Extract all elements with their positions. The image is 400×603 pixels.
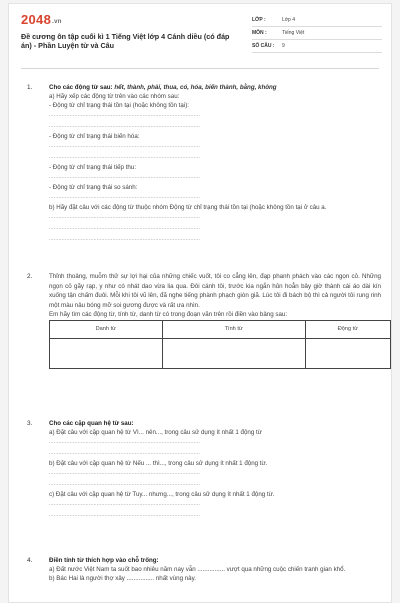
meta-label: LỚP :: [252, 17, 266, 23]
question-number: 4.: [27, 557, 33, 564]
table-cell[interactable]: [50, 339, 163, 369]
answer-line[interactable]: ...............................................................................................: [49, 214, 200, 220]
question-instruction: Em hãy tìm các động từ, tính từ, danh từ có trong đoạn văn trên rồi điền vào bảng sau:: [49, 311, 288, 318]
question-body: [49, 272, 381, 369]
question-body: [49, 556, 381, 583]
meta-label: SỐ CÂU :: [252, 43, 275, 49]
table-header-verb: Động từ: [305, 321, 390, 339]
question-part-c: c) Đặt câu với cặp quan hệ từ Tuy... nhưng..., trong câu sử dụng ít nhất 1 động từ.: [49, 491, 275, 498]
meta-table: [252, 14, 382, 53]
question-word-list: hết, thành, phải, thua, có, hóa, biến thành, bằng, không: [114, 84, 277, 91]
answer-line[interactable]: ...............................................................................................: [49, 194, 200, 200]
meta-row-class: [252, 14, 382, 27]
question-body: [49, 83, 381, 245]
answer-line[interactable]: ...............................................................................................: [49, 174, 200, 180]
group-label: - Động từ chỉ trạng thái tiếp thu:: [49, 164, 137, 171]
meta-label: MÔN :: [252, 30, 267, 36]
question-part-a: a) Đất nước Việt Nam ta suốt bao nhiêu năm nay vẫn ................ vượt qua những cuộc chiến tranh gian khổ.: [49, 566, 346, 573]
question-part-b: b) Bác Hai là người thợ xây ................ nhất vùng này.: [49, 575, 196, 582]
answer-line[interactable]: ...............................................................................................: [49, 439, 200, 445]
table-header-adjective: Tính từ: [162, 321, 305, 339]
answer-line[interactable]: ...............................................................................................: [49, 154, 200, 160]
question-title-lead: Cho các động từ sau:: [49, 84, 115, 91]
question-number: 3.: [27, 420, 33, 427]
table-header-noun: Danh từ: [50, 321, 163, 339]
question-body: [49, 419, 381, 521]
question-title: Điền tính từ thích hợp vào chỗ trống:: [49, 557, 159, 564]
meta-row-subject: [252, 27, 382, 40]
logo-suffix: .vn: [52, 19, 62, 25]
group-label: - Động từ chỉ trạng thái so sánh:: [49, 184, 138, 191]
question-2: [21, 272, 381, 369]
answer-line[interactable]: ...............................................................................................: [49, 225, 200, 231]
answer-line[interactable]: ...............................................................................................: [49, 481, 200, 487]
answer-line[interactable]: ...............................................................................................: [49, 112, 200, 118]
document-title: Đề cương ôn tập cuối kì 1 Tiếng Việt lớp 4 Cánh diều (có đáp án) - Phần Luyện từ và Câu: [21, 32, 230, 50]
table-cell[interactable]: [305, 339, 390, 369]
question-4: [21, 556, 381, 583]
answer-line[interactable]: ...............................................................................................: [49, 501, 200, 507]
document-page: [8, 3, 392, 603]
answer-line[interactable]: ...............................................................................................: [49, 143, 200, 149]
meta-value: 9: [282, 43, 285, 49]
answer-line[interactable]: ...............................................................................................: [49, 236, 200, 242]
question-number: 2.: [27, 273, 33, 280]
logo-text: 2048: [21, 12, 52, 27]
answer-line[interactable]: ...............................................................................................: [49, 470, 200, 476]
question-title: [49, 83, 381, 92]
group-label: - Động từ chỉ trạng thái biến hóa:: [49, 133, 140, 140]
question-part-b: b) Hãy đặt câu với các động từ thuộc nhóm Động từ chỉ trạng thái tồn tại (hoặc không tồn tại ở câu a.: [49, 204, 327, 211]
question-title: Cho các cặp quan hệ từ sau:: [49, 420, 134, 427]
answer-line[interactable]: ...............................................................................................: [49, 123, 200, 129]
header-divider: [21, 68, 379, 69]
answer-line[interactable]: ...............................................................................................: [49, 450, 200, 456]
question-1: [21, 83, 381, 245]
site-logo[interactable]: [21, 12, 62, 27]
meta-value: Tiếng Việt: [282, 30, 305, 36]
document-header: [9, 4, 391, 62]
question-part-a: a) Hãy xếp các động từ trên vào các nhóm sau:: [49, 93, 180, 100]
meta-row-count: [252, 40, 382, 53]
answer-table: [49, 320, 391, 369]
group-label: - Động từ chỉ trạng thái tồn tại (hoặc không tồn tại):: [49, 102, 190, 109]
table-cell[interactable]: [162, 339, 305, 369]
question-3: [21, 419, 381, 521]
question-part-b: b) Đặt câu với cặp quan hệ từ Nếu ... thì..., trong câu sử dụng ít nhất 1 động từ.: [49, 460, 268, 467]
reading-passage: Thỉnh thoảng, muỗm thử sự lợi hại của những chiếc vuốt, tôi co cẳng lên, đạp phanh phách vào các ngọn cỏ. Những ngọn cỏ gãy rạp, y như có nhát dao vừa lia qua. Đôi cánh tôi, trước kia ngắn hủn hoẳn bây giờ thành cái áo dài kín xuống tận chấm đuôi. Mỗi khi tôi vũ lên, đã nghe tiếng phành phạch giòn giã. Lúc tôi đi bách bộ thì cả người tôi rung rinh một màu nâu bóng mỡ soi gương được và rất ưa nhìn.: [49, 273, 381, 309]
meta-value: Lớp 4: [282, 17, 296, 23]
question-part-a: a) Đặt câu với cặp quan hệ từ Vì... nên..., trong câu sử dụng ít nhất 1 động từ: [49, 429, 262, 436]
question-number: 1.: [27, 84, 33, 91]
answer-line[interactable]: ...............................................................................................: [49, 512, 200, 518]
